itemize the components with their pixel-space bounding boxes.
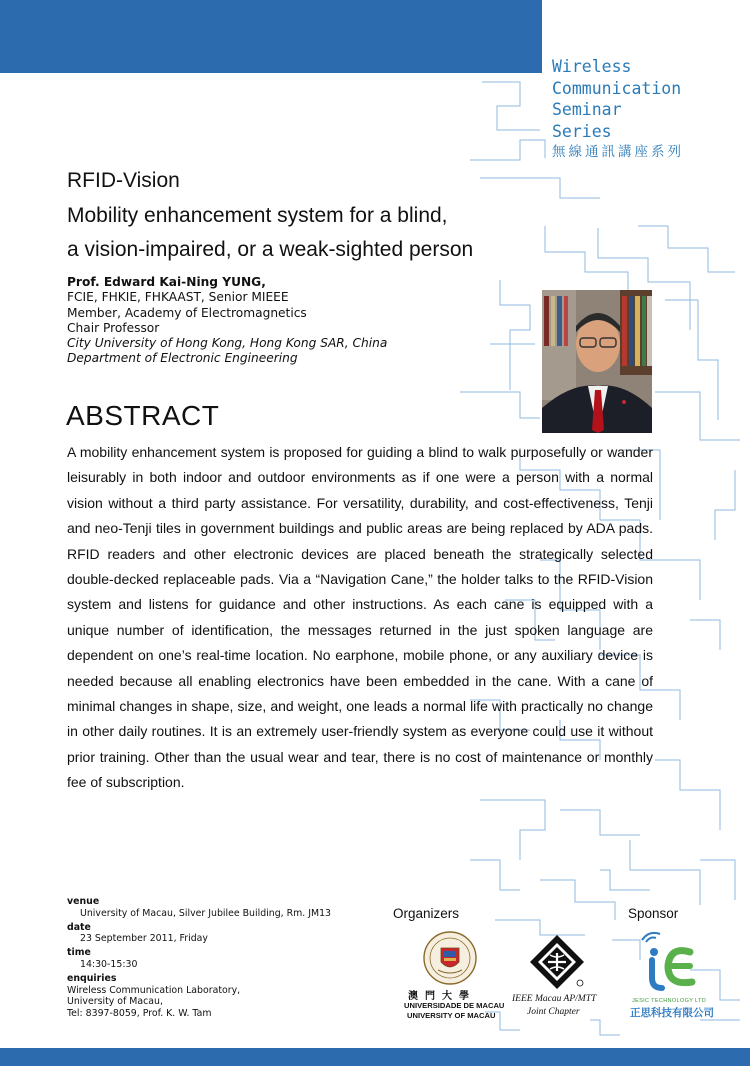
um-english-name: UNIVERSITY OF MACAU [407, 1011, 496, 1020]
series-line-1: Wireless [552, 57, 632, 76]
organizers-heading: Organizers [393, 906, 460, 921]
speaker-position: Chair Professor [67, 320, 160, 335]
ieee-chapter-subtitle: Joint Chapter [527, 1007, 580, 1017]
speaker-member: Member, Academy of Electromagnetics [67, 305, 307, 320]
university-of-macau-crest-icon [422, 930, 478, 986]
series-line-2: Communication [552, 78, 682, 98]
speaker-honors: FCIE, FHKIE, FHKAAST, Senior MIEEE [67, 290, 289, 305]
abstract-heading: ABSTRACT [66, 400, 220, 431]
enquiries-line-3: Tel: 8397-8059, Prof. K. W. Tam [67, 1008, 212, 1020]
um-chinese-name: 澳門大學 [408, 991, 476, 1002]
enquiries-line-2: University of Macau, [67, 996, 163, 1008]
time-value: 14:30-15:30 [80, 958, 138, 970]
title-line-3: a vision-impaired, or a weak-sighted person [67, 238, 474, 261]
title-line-1: RFID-Vision [67, 169, 180, 192]
series-line-3: Seminar [552, 100, 622, 119]
date-value: 23 September 2011, Friday [80, 933, 208, 945]
speaker-department: Department of Electronic Engineering [67, 351, 298, 366]
title-line-2: Mobility enhancement system for a blind, [67, 203, 448, 227]
sponsor-english-name: JESIC TECHNOLOGY LTD [632, 998, 707, 1004]
date-label: date [67, 921, 91, 933]
venue-label: venue [67, 896, 100, 907]
seminar-series-title [552, 56, 684, 162]
speaker-name: Prof. Edward Kai-Ning YUNG, [67, 275, 266, 289]
speaker-affiliation: City University of Hong Kong, Hong Kong SAR, China [67, 336, 388, 351]
series-chinese: 無線通訊講座系列 [552, 144, 684, 160]
bottom-banner-bar [0, 1048, 750, 1066]
ieee-chapter-logo-icon [528, 933, 586, 991]
top-banner-bar [0, 0, 542, 73]
speaker-info [67, 275, 387, 367]
speaker-photo [542, 290, 652, 433]
jesic-sponsor-logo-icon [640, 930, 700, 992]
talk-title [67, 164, 473, 268]
time-label: time [67, 947, 91, 959]
enquiries-line-1: Wireless Communication Laboratory, [67, 984, 241, 996]
um-portuguese-name: UNIVERSIDADE DE MACAU [404, 1001, 505, 1010]
abstract-text: A mobility enhancement system is proposed for guiding a blind to walk purposefully or wander leisurably in both indoor and outdoor environments as if one were a person with a normal vision without a third party assistance. For versatility, durability, and cost-effectiveness, Tenji and neo-Tenji tiles in government buildings and public areas are being replaced by ADA pads. RFID readers and other electronic devices are placed beneath the strategically selected double-decked replaceable pads. Via a “Navigation Cane,” the holder talks to the RFID-Vision system and listens for guidance and other instructions. As each cane is equipped with a unique number of identification, the messages returned in the just spoken language are dependent on one’s real-time location. No earphone, mobile phone, or any auxiliary device is needed because all enabling electronics have been embedded in the cane. With a cane of minimal changes in shape, size, and weight, one leads a normal life with practically no change in other daily routines. It is an extremely user-friendly system as everyone could use it without prior training. Other than the usual wear and tear, there is no cost of maintenance or monthly fee of subscription. [67, 444, 653, 791]
speaker-portrait-image [542, 290, 652, 433]
event-details [67, 896, 331, 1020]
venue-value: University of Macau, Silver Jubilee Building, Rm. JM13 [80, 907, 331, 919]
sponsor-chinese-name: 正思科技有限公司 [630, 1007, 714, 1019]
enquiries-label: enquiries [67, 972, 117, 984]
ieee-chapter-name: IEEE Macau AP/MTT [512, 994, 597, 1004]
series-line-4: Series [552, 121, 612, 141]
sponsor-heading: Sponsor [628, 906, 679, 921]
